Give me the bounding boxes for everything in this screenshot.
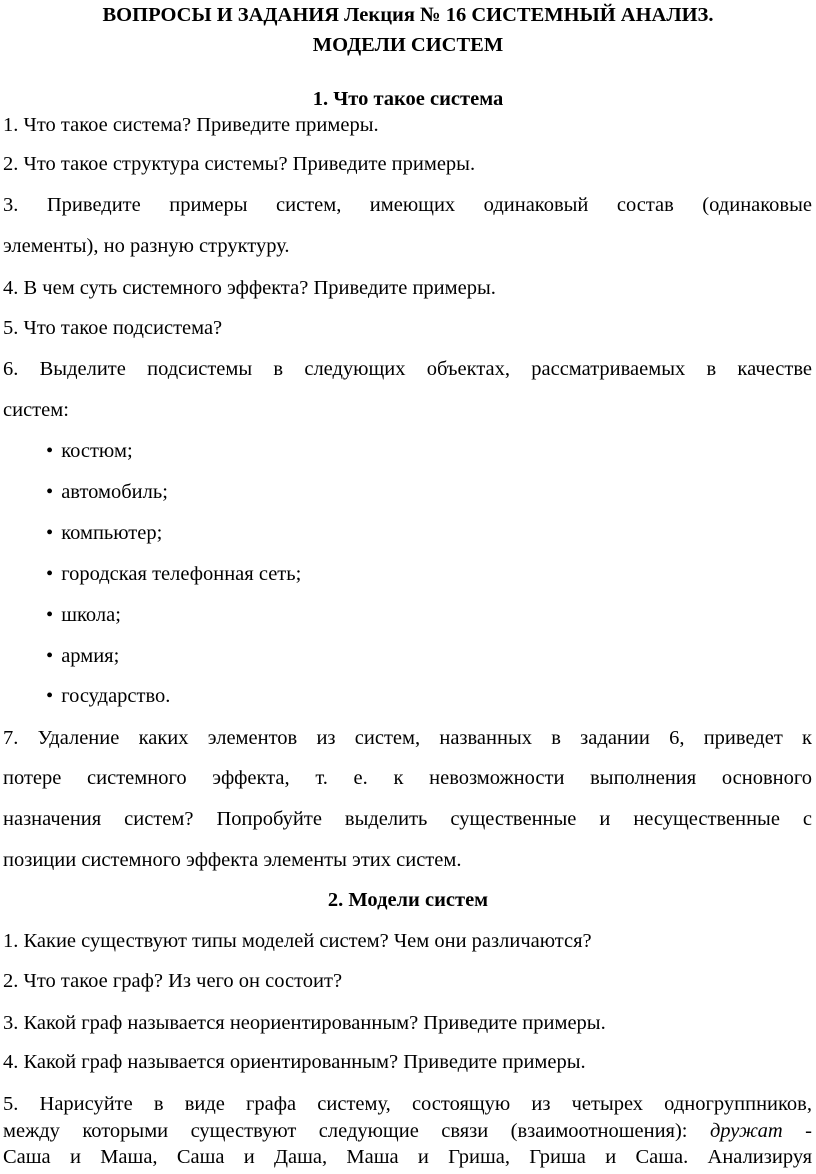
section-2-heading: 2. Модели систем [327,889,489,911]
s1-question-7-line-2: потере системного эффекта, т. е. к невозможности выполнения основного [3,767,812,789]
list-item: • школа; [46,604,121,626]
list-item-text: государство. [61,685,171,707]
s2-question-5-line-3: Саша и Маша, Саша и Даша, Маша и Гриша, Гриша и Саша. Анализируя [3,1146,812,1168]
s1-question-5: 5. Что такое подсистема? [3,317,223,339]
s1-question-7-line-1: 7. Удаление каких элементов из систем, названных в задании 6, приведет к [3,727,812,749]
section-1-heading: 1. Что такое система [312,88,504,110]
s2-question-1: 1. Какие существуют типы моделей систем? Чем они различаются? [3,930,592,952]
list-item-text: костюм; [61,440,133,462]
list-item: • костюм; [46,440,133,462]
list-item-text: компьютер; [61,522,163,544]
s1-question-2: 2. Что такое структура системы? Приведите примеры. [3,153,476,175]
q5-line-2-text: между которыми существуют следующие связи (взаимоотношения): [3,1120,710,1142]
list-item: • городская телефонная сеть; [46,563,302,585]
s1-question-4: 4. В чем суть системного эффекта? Приведите примеры. [3,277,496,299]
title-line-1: ВОПРОСЫ И ЗАДАНИЯ Лекция № 16 СИСТЕМНЫЙ АНАЛИЗ. [102,4,714,26]
s2-question-4: 4. Какой граф называется ориентированным? Приведите примеры. [3,1051,586,1073]
s2-question-3: 3. Какой граф называется неориентированным? Приведите примеры. [3,1012,606,1034]
list-item: • компьютер; [46,522,163,544]
list-item-text: армия; [61,645,120,667]
s2-question-5-line-1: 5. Нарисуйте в виде графа систему, состоящую из четырех одногруппников, [3,1093,812,1115]
list-item: • государство. [46,685,171,707]
list-item: • армия; [46,645,120,667]
s1-question-6-line-1: 6. Выделите подсистемы в следующих объектах, рассматриваемых в качестве [3,358,812,380]
s1-question-7-line-4: позиции системного эффекта элементы этих систем. [3,849,462,871]
s1-question-1: 1. Что такое система? Приведите примеры. [3,114,379,136]
q5-italic-word: дружат [709,1120,783,1142]
list-item-text: школа; [61,604,121,626]
s2-question-2: 2. Что такое граф? Из чего он состоит? [3,970,343,992]
list-item-text: городская телефонная сеть; [61,563,302,585]
s1-question-3-line-2: элементы), но разную структуру. [3,235,290,257]
q5-dash: - [782,1120,812,1142]
s1-question-3-line-1: 3. Приведите примеры систем, имеющих одинаковый состав (одинаковые [3,194,812,216]
list-item-text: автомобиль; [61,481,168,503]
s2-question-5-line-2 [3,1120,812,1144]
title-line-2: МОДЕЛИ СИСТЕМ [312,34,504,56]
s1-question-6-line-2: систем: [3,399,69,421]
s1-question-7-line-3: назначения систем? Попробуйте выделить существенные и несущественные с [3,808,812,830]
list-item: • автомобиль; [46,481,168,503]
